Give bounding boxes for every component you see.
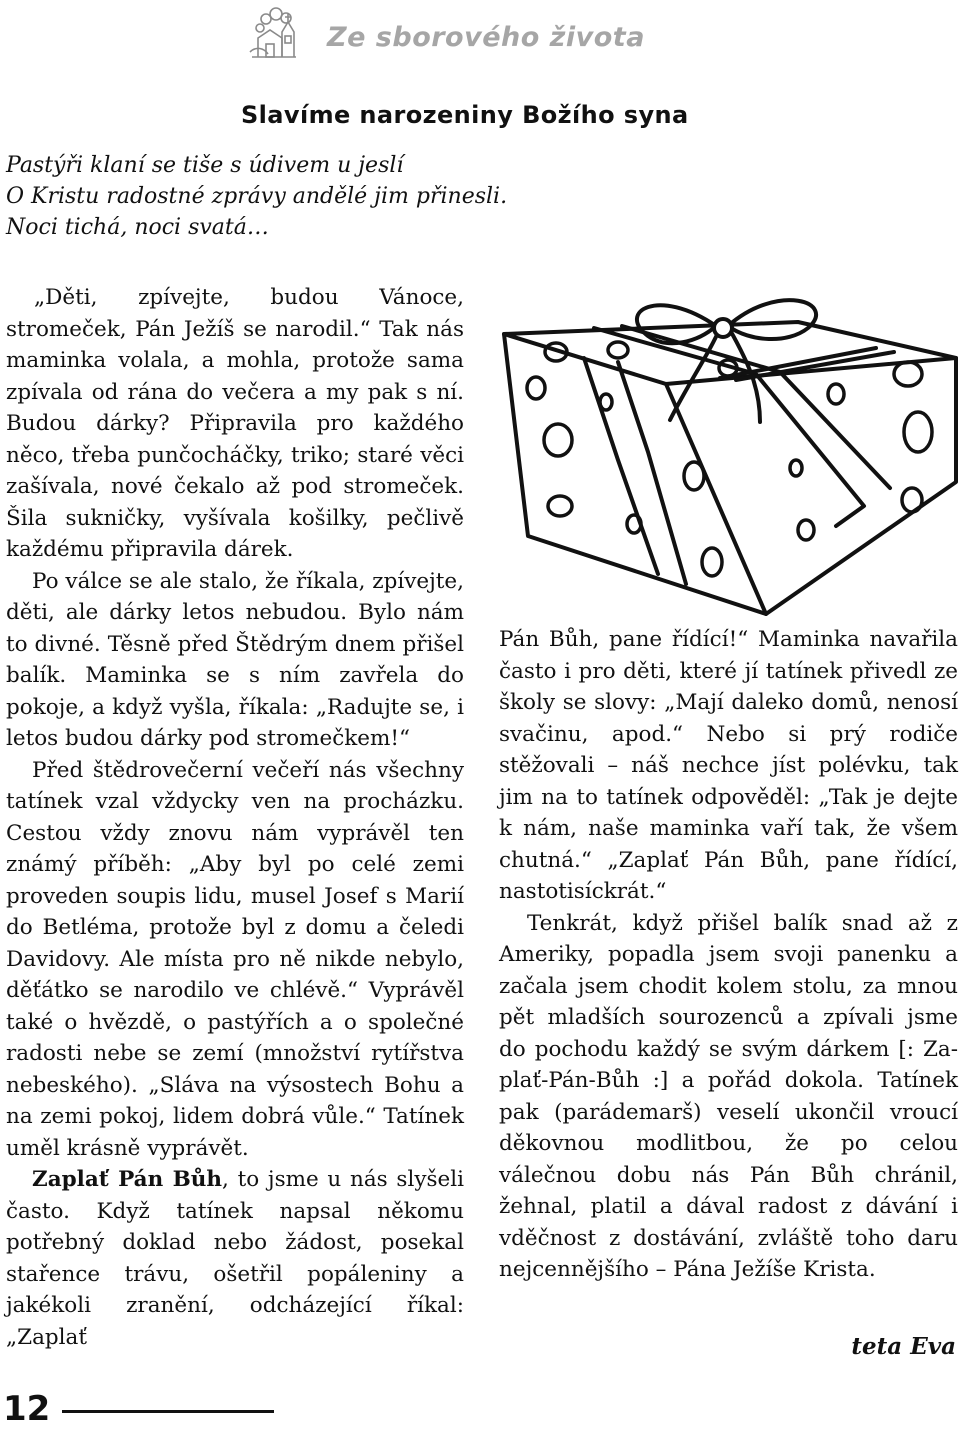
poem-line: Noci tichá, noci svatá… [6, 215, 269, 240]
article-title: Slavíme narozeniny Božího syna [241, 101, 689, 129]
right-column [499, 624, 958, 1286]
church-logo-icon [246, 2, 302, 60]
section-title: Ze sborového života [327, 22, 645, 53]
page-number: 12 [3, 1389, 51, 1429]
paragraph: „Děti, zpívejte, budou Vánoce, stromeček, Pán Ježíš se narodil.“ Tak nás maminka volala, a mohla, protože sama zpívala od rána do večera a my pak s ní. Budou dárky? Připravila pro každého něco, třeba punčocháčky, triko; staré věci zašívala, nové čekalo až pod stromeček. Šila sukničky, vyšívala košilky, pečlivě každému připravila dárek. [6, 285, 464, 562]
emphasis: Zaplať Pán Bůh [32, 1167, 223, 1192]
signature: teta Eva [851, 1333, 956, 1360]
paragraph: Pán Bůh, pane řídící!“ Maminka navařila často i pro děti, které jí tatínek přivedl ze školy se slovy: „Mají daleko domů, nenosí svačinu, apod.“ Nebo si prý rodiče stěžovali – náš nechce jíst polévku, tak jim na to tatínek odpověděl: „Tak je dejte k nám, naše maminka vaří tak, že všem chutná.“ „Zaplať Pán Bůh, pane řídící, nastotisíckrát.“ [499, 627, 958, 904]
poem [6, 150, 546, 243]
paragraph: Tenkrát, když přišel balík snad až z Ameriky, popadla jsem svoji panenku a začala jsem chodit kolem stolu, za mnou pět mladších sourozenců a zpívali jsme do pochodu každý se svým dárkem [: Za-plať-Pán-Bůh :] a pořád dokola. Tatínek pak (parádemarš) veselí ukončil vroucí děkovnou modlitbou, že po celou válečnou dobu nás Pán Bůh chránil, žehnal, platil a dával radost z dávání i vděčnost z dostávání, zvláště toho daru nejcennějšího – Pána Ježíše Krista. [499, 910, 958, 1282]
poem-line: Pastýři klaní se tiše s údivem u jeslí [6, 153, 404, 178]
left-column [6, 282, 464, 1353]
paragraph: Po válce se ale stalo, že říkala, zpívejte, děti, ale dárky letos nebudou. Bylo nám to divné. Těsně před Štědrým dnem přišel balík. Maminka se s ním zavřela do pokoje, a když vyšla, říkala: „Radujte se, i letos budou dárky pod stromečkem!“ [6, 568, 464, 751]
paragraph-text: , to jsme u nás slyšeli často. Když tatínek napsal někomu potřebný doklad nebo žádost, posekal stařence trávu, ošetřil popáleniny a jakékoli zranění, odcházející říkal: „Zaplať [6, 1167, 464, 1350]
paragraph: Před štědrovečerní večeří nás všechny tatínek vzal vždycky ven na procházku. Cestou vždy znovu nám vyprávěl ten známý příběh: „Aby byl po celé zemi proveden soupis lidu, musel Josef s Marií do Betléma, protože byl z domu a čeledi Davidovy. Ale místa pro ně nikde nebylo, děťátko se narodilo ve chlévě.“ Vyprávěl také o hvězdě, o pastýřích a o společné radosti nebe se zemí (množství rytířstva nebeského). „Sláva na výsostech Bohu a na zemi pokoj, lidem dobrá vůle.“ Tatínek uměl krásně vyprávět. [6, 757, 464, 1161]
paragraph [6, 1164, 464, 1353]
footer-rule [62, 1410, 274, 1413]
poem-line: O Kristu radostné zprávy andělé jim přinesli. [6, 184, 508, 209]
gift-box-icon [498, 292, 960, 616]
